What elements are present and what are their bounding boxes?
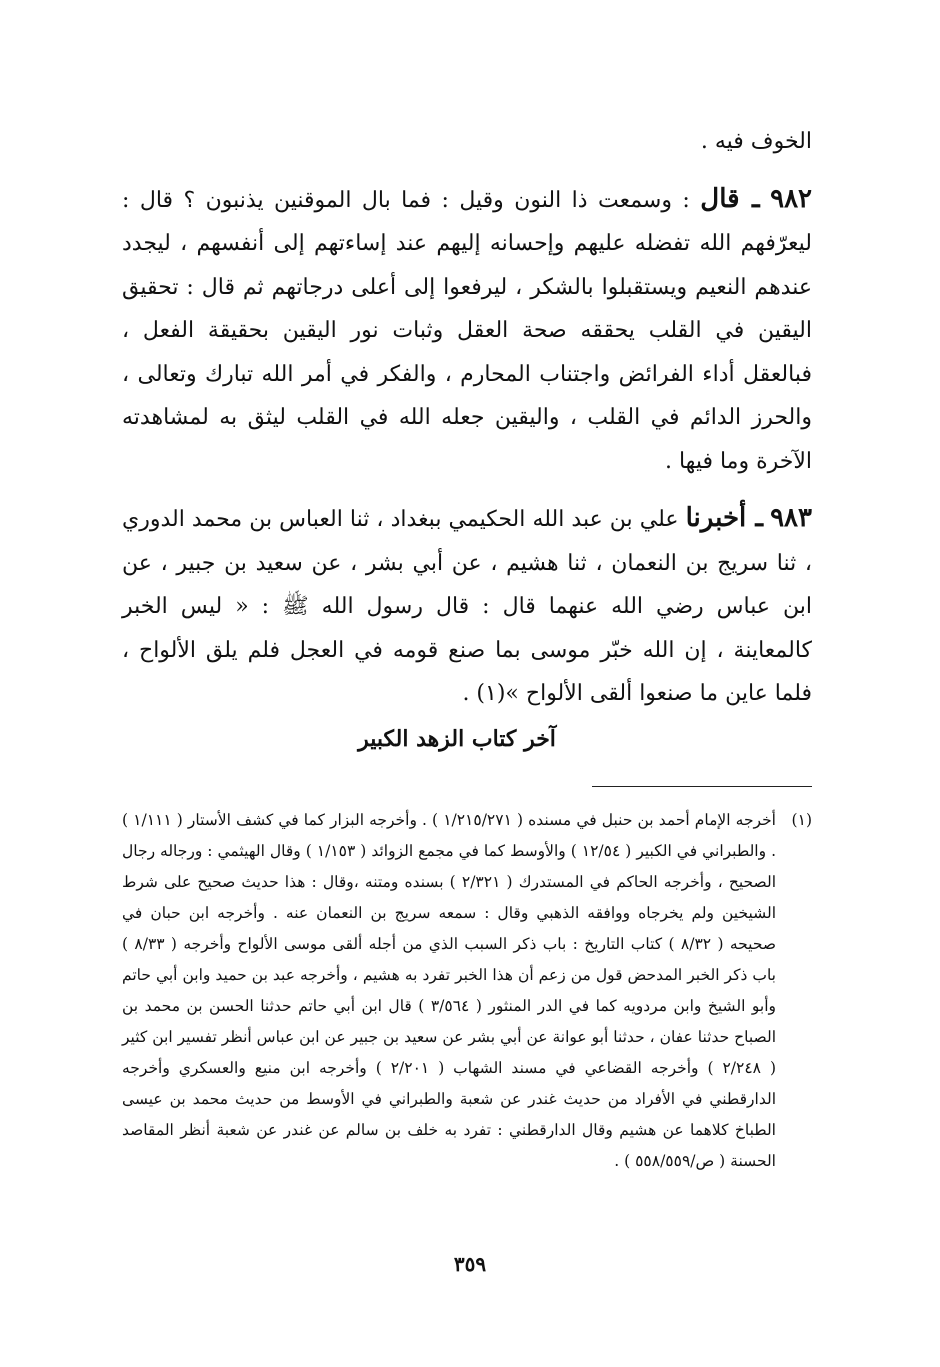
footnote — [122, 805, 812, 1177]
paragraph-lead-word: قال — [700, 183, 740, 214]
continued-line: الخوف فيه . — [700, 129, 812, 154]
paragraph-number: ٩٨٣ — [770, 503, 812, 533]
footnote-divider — [592, 786, 812, 787]
paragraph-text: : وسمعت ذا النون وقيل : فما بال الموقنين يذنبون ؟ قال : ليعرّفهم الله تفضله عليهم وإحسانه إليهم عند إساءتهم إلى أنفسهم ، ليجدد عندهم النعيم ويستقبلوا بالشكر ، ليرفعوا إلى أعلى درجاتهم ثم قال : تحقيق اليقين في القلب يحققه صحة العقل وثبات نور اليقين بحقيقة الفعل ، فبالعقل أداء الفرائض واجتناب المحارم ، والفكر في أمر الله تبارك وتعالى ، والحرز الدائم في القلب ، واليقين جعله الله في القلب ليثق به لمشاهدته الآخرة وما فيها . — [122, 187, 812, 474]
main-text — [122, 120, 812, 752]
paragraph-983: ٩٨٣ ـ أخبرنا علي بن عبد الله الحكيمي ببغداد ، ثنا العباس بن محمد الدوري ، ثنا سريج بن النعمان ، ثنا هشيم ، عن أبي بشر ، عن سعيد بن جبير ، عن ابن عباس رضي الله عنهما قال : قال رسول الله ﷺ : « ليس الخبر كالمعاينة ، إن الله خبّر موسى بما صنع قومه في العجل فلم يلق الألواح ، فلما عاين ما صنعوا ألقى الألواح »(١) . — [122, 503, 812, 706]
paragraph-982: ٩٨٢ ـ قال : وسمعت ذا النون وقيل : فما بال الموقنين يذنبون ؟ قال : ليعرّفهم الله تفضله عليهم وإحسانه إليهم عند إساءتهم إلى أنفسهم ، ليجدد عندهم النعيم ويستقبلوا بالشكر ، ليرفعوا إلى أعلى درجاتهم ثم قال : تحقيق اليقين في القلب يحققه صحة العقل وثبات نور اليقين بحقيقة الفعل ، فبالعقل أداء الفرائض واجتناب المحارم ، والفكر في أمر الله تبارك وتعالى ، والحرز الدائم في القلب ، واليقين جعله الله في القلب ليثق به لمشاهدته الآخرة وما فيها . — [122, 183, 813, 474]
footnote-marker: (١) — [791, 810, 812, 829]
paragraph-number: ٩٨٢ — [770, 183, 813, 214]
book-end-title: آخر كتاب الزهد الكبير — [358, 725, 556, 752]
page-content — [122, 120, 812, 1177]
paragraph-lead-word: أخبرنا — [685, 503, 747, 533]
footnote-text: أخرجه الإمام أحمد بن حنبل في مسنده ( ١/٢١٥/٢٧١ ) . وأخرجه البزار كما في كشف الأستار ( ١/١١١ ) . والطبراني في الكبير ( ١٢/٥٤ ) والأوسط كما في مجمع الزوائد ( ١/١٥٣ ) وقال الهيثمي : ورجاله رجال الصحيح ، وأخرجه الحاكم في المستدرك ( ٢/٣٢١ ) بسنده ومتنه ،وقال : هذا حديث صحيح على شرط الشيخين ولم يخرجاه ووافقه الذهبي وقال : سمعه سريج بن النعمان عنه . وأخرجه ابن حبان في صحيحه ( ٨/٣٢ ) كتاب التاريخ : باب ذكر السبب الذي من أجله ألقى موسى الألواح وأخرجه ( ٨/٣٣ ) باب ذكر الخبر المدحض قول من زعم أن هذا الخبر تفرد به هشيم ، وأخرجه عبد بن حميد وابن أبي حاتم وأبو الشيخ وابن مردويه كما في الدر المنثور ( ٣/٥٦٤ ) قال ابن أبي حاتم حدثنا الحسن بن محمد بن الصباح حدثنا عفان ، حدثنا أبو عوانة عن أبي بشر عن سعيد بن جبير عن ابن عباس أنظر تفسير ابن كثير ( ٢/٢٤٨ ) وأخرجه القضاعي في مسند الشهاب ( ٢/٢٠١ ) وأخرجه ابن منيع والعسكري وأخرجه الدارقطني في الأفراد من حديث غندر عن شعبة والطبراني في الأوسط من حديث محمد بن عيسى الطباخ كلاهما عن هشيم وقال الدارقطني : تفرد به خلف بن سالم عن غندر عن شعبة أنظر المقاصد الحسنة ( ص/٥٥٨/٥٥٩ ) . — [122, 810, 777, 1170]
page-number: ٣٥٩ — [453, 1252, 487, 1276]
paragraph-text: علي بن عبد الله الحكيمي ببغداد ، ثنا العباس بن محمد الدوري ، ثنا سريج بن النعمان ، ثنا هشيم ، عن أبي بشر ، عن سعيد بن جبير ، عن ابن عباس رضي الله عنهما قال : قال رسول الله ﷺ : « ليس الخبر كالمعاينة ، إن الله خبّر موسى بما صنع قومه في العجل فلم يلق الألواح ، فلما عاين ما صنعوا ألقى الألواح »(١) . — [122, 507, 812, 706]
